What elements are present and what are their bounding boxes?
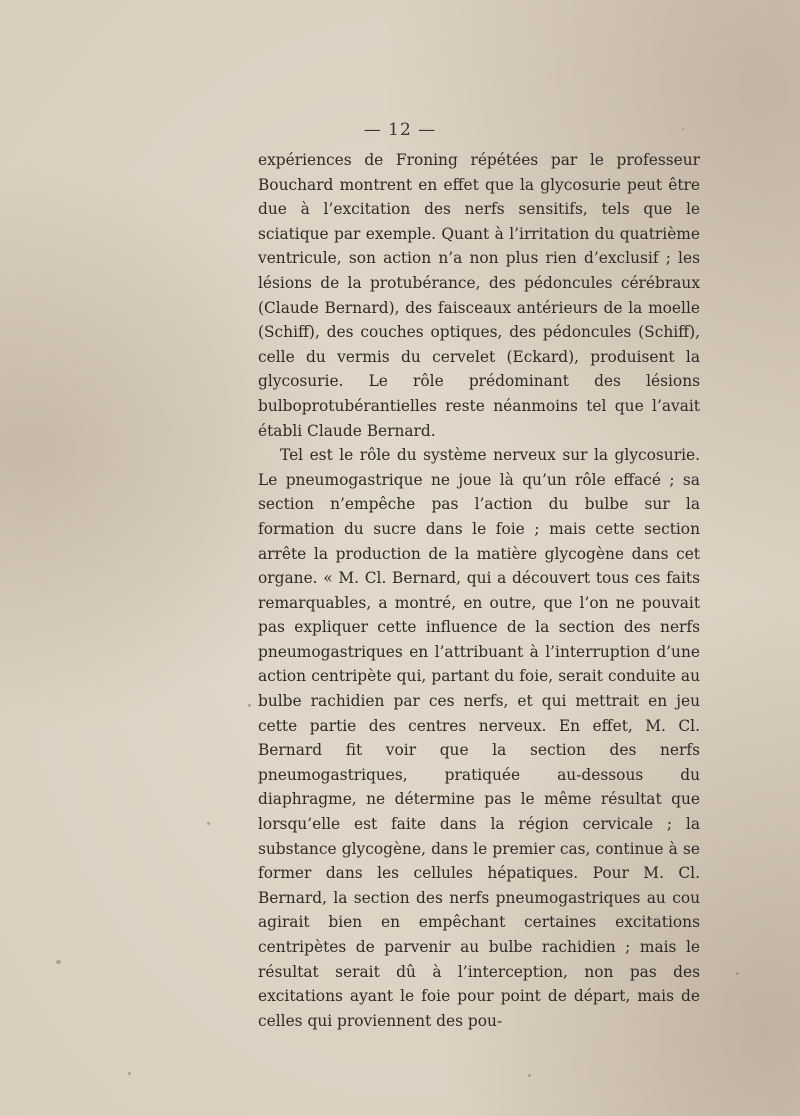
ink-speck [248, 704, 251, 707]
paragraph: Tel est le rôle du système nerveux sur la glycosurie. Le pneumogastrique ne joue là qu’un rôle effacé ; sa section n’empêche pas l’action du bulbe sur la formation du sucre dans le foie ; mais cette section arrête la production de la matière glycogène dans cet organe. « M. Cl. Bernard, qui a découvert tous ces faits remarquables, a montré, en outre, que l’on ne pouvait pas expliquer cette influence de la section des nerfs pneumogastriques en l’attribuant à l’interruption d’une action centripète qui, partant du foie, serait conduite au bulbe rachidien par ces nerfs, et qui mettrait en jeu cette partie des centres nerveux. En effet, M. Cl. Bernard fit voir que la section des nerfs pneumogastriques, pratiquée au-dessous du diaphragme, ne détermine pas le même résultat que lorsqu’elle est faite dans la région cervicale ; la substance glycogène, dans le premier cas, continue à se former dans les cellules hépatiques. Pour M. Cl. Bernard, la section des nerfs pneumogastriques au cou agirait bien en empêchant certaines excitations centripètes de parvenir au bulbe rachidien ; mais le résultat serait dû à l’interception, non pas des excitations ayant le foie pour point de départ, mais de celles qui proviennent des pou- [258, 446, 700, 1030]
paragraph: expériences de Froning répétées par le professeur Bouchard montrent en effet que la glycosurie peut être due à l’excitation des nerfs sensitifs, tels que le sciatique par exemple. Quant à l’irritation du quatrième ventricule, son action n’a non plus rien d’exclusif ; les lésions de la protubérance, des pédoncules cérébraux (Claude Bernard), des faisceaux antérieurs de la moelle (Schiff), des couches optiques, des pédoncules (Schiff), celle du vermis du cervelet (Eckard), produisent la glycosurie. Le rôle prédominant des lésions bulboprotubérantielles reste néanmoins tel que l’avait établi Claude Bernard. [258, 151, 700, 440]
ink-speck [128, 1072, 131, 1075]
ink-speck [736, 972, 739, 975]
page-number: — 12 — [363, 120, 437, 140]
ink-speck [56, 960, 61, 964]
ink-speck [528, 1074, 531, 1077]
body-text [258, 148, 700, 1033]
ink-speck [207, 822, 210, 825]
